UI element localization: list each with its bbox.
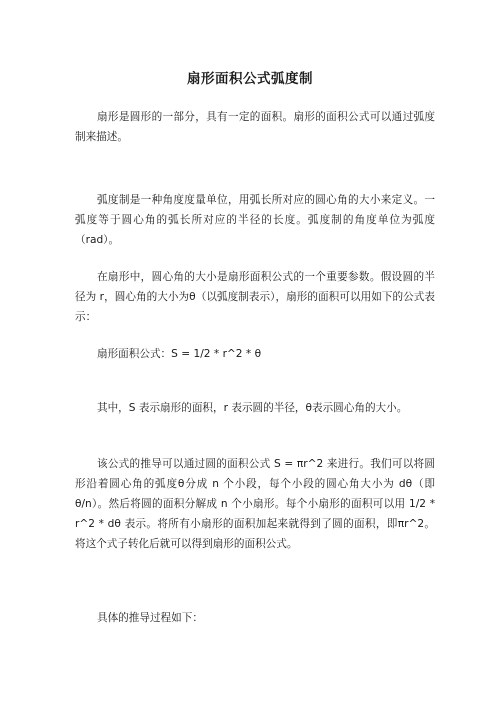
paragraph-intro: 扇形是圆形的一部分，具有一定的面积。扇形的面积公式可以通过弧度制来描述。 bbox=[75, 111, 435, 143]
paragraph-symbols: 其中，S 表示扇形的面积，r 表示圆的半径，θ表示圆心角的大小。 bbox=[97, 402, 408, 414]
paragraph-derivation-steps: 具体的推导过程如下： bbox=[97, 612, 203, 624]
paragraph-radian-definition: 弧度制是一种角度度量单位，用弧长所对应的圆心角的大小来定义。一弧度等于圆心角的弧长所对应的半径的长度。弧度制的角度单位为弧度（rad）。 bbox=[75, 194, 435, 246]
paragraph-parameters: 在扇形中，圆心角的大小是扇形面积公式的一个重要参数。假设圆的半径为 r，圆心角的大小为θ（以弧度制表示），扇形的面积可以用如下的公式表示： bbox=[75, 271, 435, 323]
paragraph-formula: 扇形面积公式：S = 1/2 * r^2 * θ bbox=[97, 348, 262, 360]
document-title: 扇形面积公式弧度制 bbox=[187, 71, 313, 87]
paragraph-derivation: 该公式的推导可以通过圆的面积公式 S = πr^2 来进行。我们可以将圆形沿着圆心角的弧度θ分成 n 个小段，每个小段的圆心角大小为 dθ（即θ/n）。然后将圆的面积分解成 n 个小扇形。每个小扇形的面积可以用 1/2 * r^2 * dθ 表示。将所有小扇形的面积加起来就得到了圆的面积，即πr^2。将这个式子转化后就可以得到扇形的面积公式。 bbox=[75, 458, 435, 550]
